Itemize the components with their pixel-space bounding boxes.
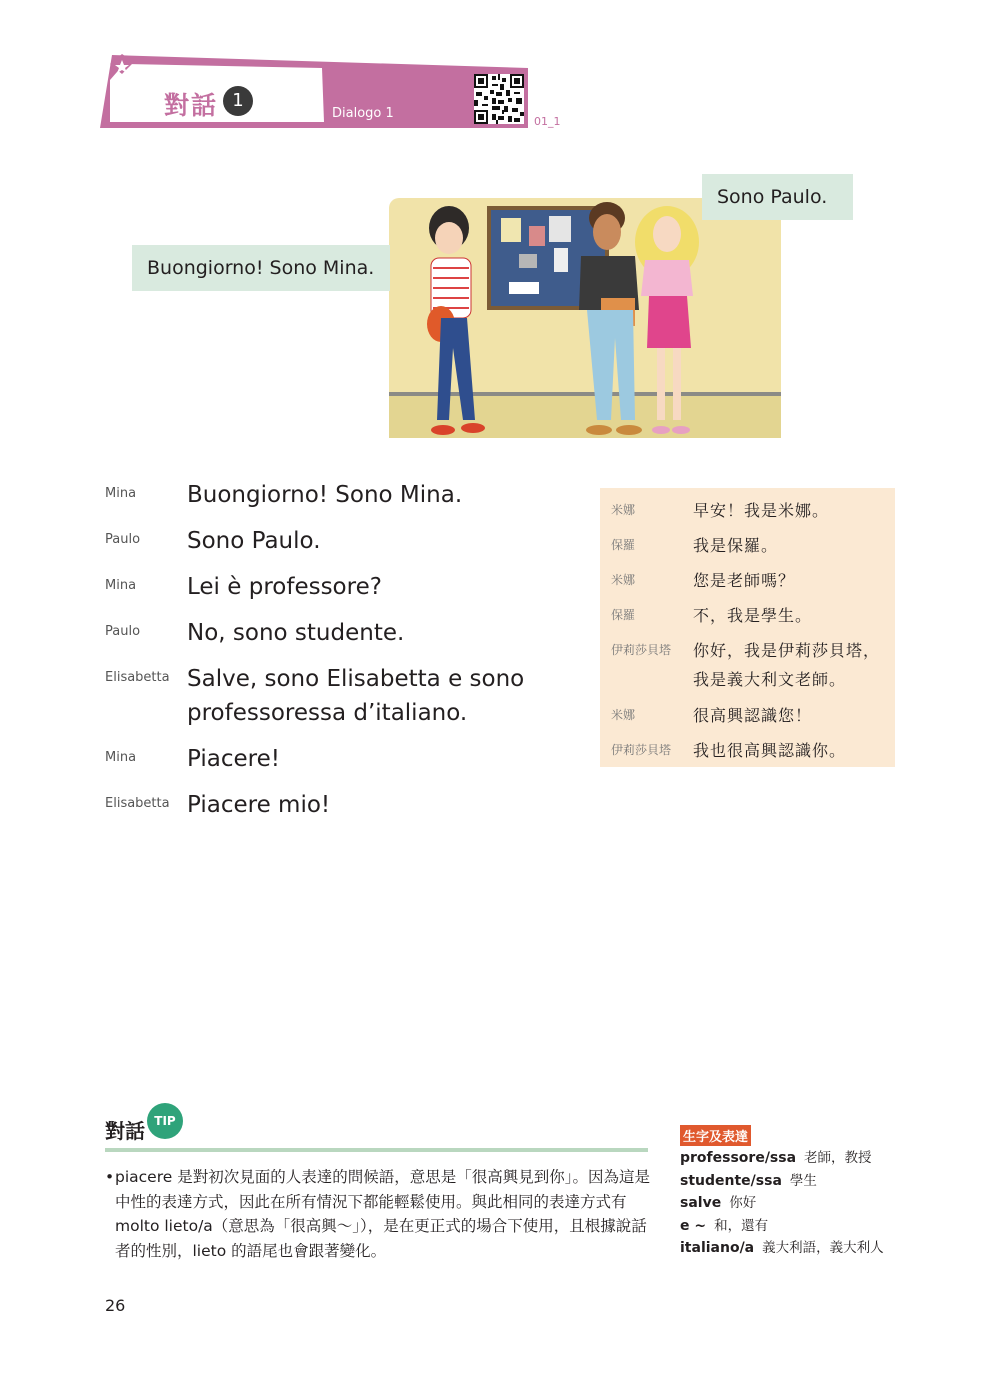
section-subtitle: Dialogo 1 [332, 106, 394, 121]
vocab-definition: 老師，教授 [804, 1150, 872, 1166]
vocab-title: 生字及表達 [680, 1125, 751, 1146]
dialogue-line: Lei è professore? [187, 574, 382, 600]
translation-line: 我也很高興認識你。 [693, 741, 847, 760]
translation-line: 早安！我是米娜。 [693, 501, 830, 520]
dialogue-speaker: Mina [105, 578, 137, 593]
translation-speaker: 米娜 [611, 708, 636, 722]
translation-line: 很高興認識您！ [693, 706, 813, 725]
vocab-definition: 和，還有 [714, 1217, 769, 1234]
translation-speaker: 伊莉莎貝塔 [611, 643, 672, 657]
page-number: 26 [105, 1296, 126, 1315]
vocab-item [680, 1169, 920, 1192]
dialogue-speaker: Elisabetta [105, 670, 170, 685]
bullet-icon: • [105, 1168, 115, 1186]
dialogue-speaker: Elisabetta [105, 796, 170, 811]
dialogue-line: Buongiorno! Sono Mina. [187, 482, 463, 508]
dialogue-row [105, 570, 585, 604]
dialogue-speaker: Mina [105, 486, 137, 501]
qr-code-icon[interactable] [474, 74, 524, 124]
tip-text: piacere 是對初次見面的人表達的問候語，意思是「很高興見到你」。因為這是中性的表達方式，因此在所有情況下都能輕鬆使用。與此相同的表達方式有 molto lieto/a（意思為「很高興～」），是在更正式的場合下使用，且根據說話者的性別，lieto 的語尾也會跟著變化。 [115, 1168, 650, 1260]
tip-divider [105, 1148, 648, 1152]
vocab-definition: 學生 [789, 1172, 817, 1189]
dialogue-row [105, 524, 585, 558]
audio-track-label: 01_1 [534, 115, 561, 128]
dialogue-line-group [187, 662, 524, 730]
vocab-definition: 義大利語，義大利人 [762, 1240, 884, 1256]
tip-title: 對話 [105, 1119, 145, 1143]
speech-bubble-paulo: Sono Paulo. [702, 174, 853, 220]
dialogue-line: No, sono studente. [187, 620, 405, 646]
vocab-term: italiano/a [680, 1240, 755, 1256]
section-number-badge: 1 [223, 86, 253, 116]
vocab-item [680, 1214, 920, 1237]
dialogue-list [105, 478, 585, 834]
tip-body [105, 1165, 653, 1263]
vocab-item [680, 1146, 920, 1169]
vocab-item [680, 1191, 920, 1214]
vocab-term: studente/ssa [680, 1172, 782, 1189]
tip-badge: TIP [147, 1103, 183, 1139]
dialogue-row [105, 478, 585, 512]
section-title: 對話 [164, 91, 219, 120]
dialogue-speaker: Paulo [105, 624, 141, 639]
dialogue-speaker: Paulo [105, 532, 141, 547]
dialogue-line: Salve, sono Elisabetta e sono [187, 666, 525, 692]
translation-speaker: 保羅 [611, 608, 636, 622]
dialogue-illustration [389, 198, 781, 438]
vocab-item [680, 1236, 920, 1259]
vocab-term: professore/ssa [680, 1150, 797, 1166]
dialogue-line: Sono Paulo. [187, 528, 321, 554]
dialogue-line: Piacere! [187, 746, 280, 772]
dialogue-line-continued: professoressa d’italiano. [187, 700, 468, 726]
dialogue-speaker: Mina [105, 750, 137, 765]
dialogue-row [105, 616, 585, 650]
translation-speaker: 米娜 [611, 503, 636, 517]
vocab-term: salve [680, 1195, 722, 1211]
translation-speaker: 伊莉莎貝塔 [611, 743, 672, 757]
translation-line-continued: 我是義大利文老師。 [693, 670, 847, 689]
translation-line: 你好，我是伊莉莎貝塔， [693, 641, 881, 660]
vocab-term: e ~ [680, 1217, 707, 1234]
translation-speaker: 保羅 [611, 538, 636, 552]
vocab-list [680, 1146, 920, 1259]
dialogue-row [105, 788, 585, 822]
dialogue-row [105, 662, 585, 730]
dialogue-line: Piacere mio! [187, 792, 331, 818]
speech-bubble-mina: Buongiorno! Sono Mina. [132, 245, 390, 291]
dialogue-row [105, 742, 585, 776]
translation-line: 不，我是學生。 [693, 606, 813, 625]
translation-box [600, 488, 895, 767]
translation-line: 您是老師嗎？ [693, 571, 796, 590]
vocab-definition: 你好 [729, 1195, 757, 1211]
translation-line: 我是保羅。 [693, 536, 779, 555]
translation-speaker: 米娜 [611, 573, 636, 587]
